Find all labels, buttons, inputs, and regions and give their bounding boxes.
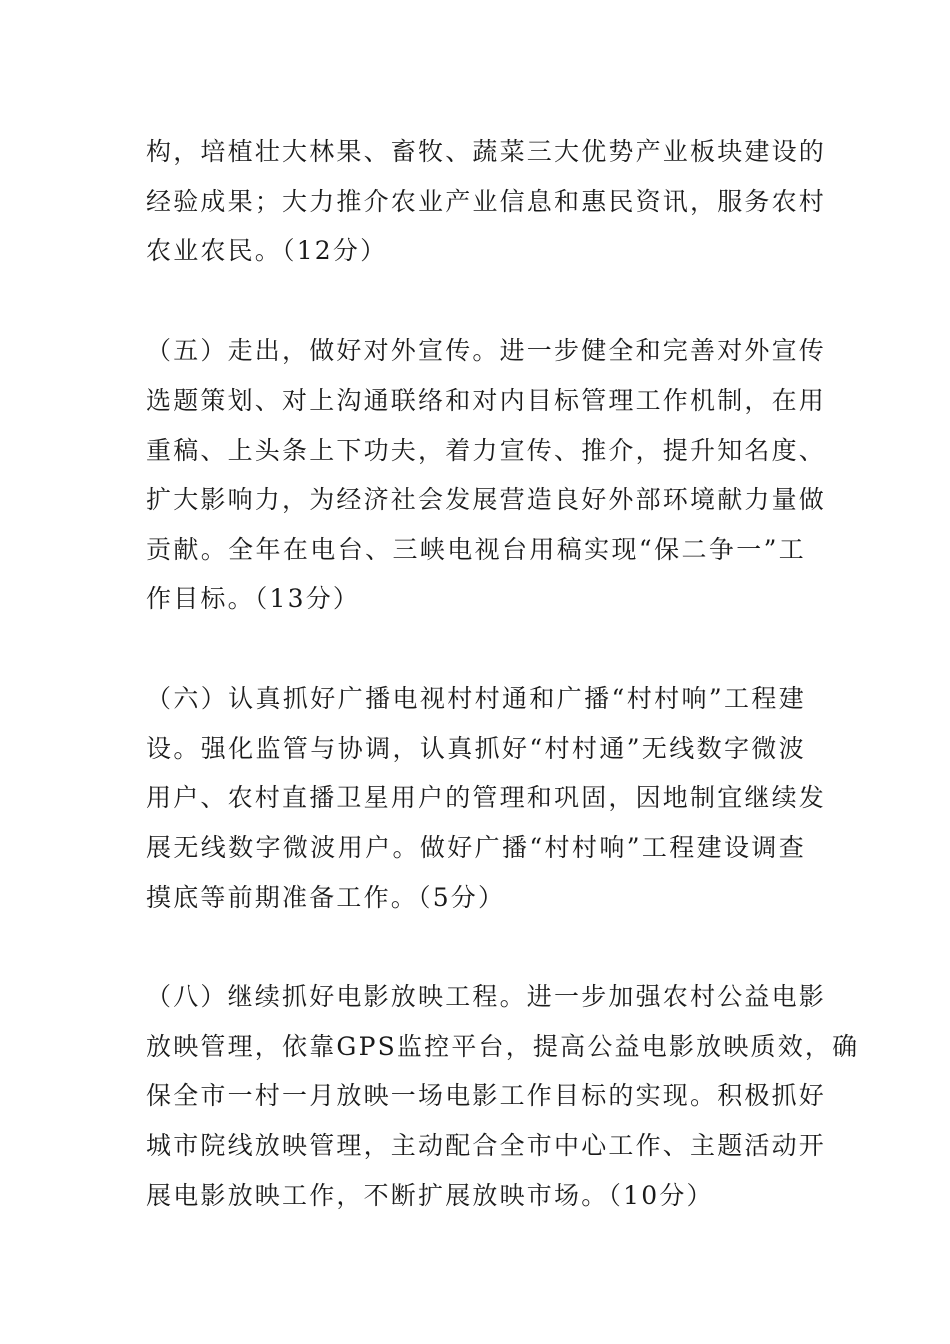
paragraph-line: 放映管理，依靠GPS监控平台，提高公益电影放映质效，确: [146, 1032, 860, 1061]
paragraph-line: 重稿、上头条上下功夫，着力宣传、推介，提升知名度、: [146, 436, 827, 465]
paragraph-line: 展电影放映工作，不断扩展放映市场。（10分）: [146, 1181, 714, 1210]
paragraph-line: （五）走出，做好对外宣传。进一步健全和完善对外宣传: [146, 336, 827, 365]
paragraph-line: 选题策划、对上沟通联络和对内目标管理工作机制，在用: [146, 386, 827, 415]
paragraph-line: 用户、农村直播卫星用户的管理和巩固，因地制宜继续发: [146, 783, 827, 812]
paragraph-line: 保全市一村一月放映一场电影工作目标的实现。积极抓好: [146, 1081, 827, 1110]
paragraph-line: 扩大影响力，为经济社会发展营造良好外部环境献力量做: [146, 485, 827, 514]
paragraph-line: 展无线数字微波用户。做好广播“村村响”工程建设调查: [146, 833, 806, 862]
paragraph-line: 城市院线放映管理，主动配合全市中心工作、主题活动开: [146, 1131, 827, 1160]
paragraph-line: 构，培植壮大林果、畜牧、蔬菜三大优势产业板块建设的: [146, 137, 827, 166]
paragraph-line: 经验成果；大力推介农业产业信息和惠民资讯，服务农村: [146, 187, 827, 216]
paragraph-line: 作目标。（13分）: [146, 584, 361, 613]
paragraph-line: 摸底等前期准备工作。（5分）: [146, 883, 506, 912]
paragraph-line: （六）认真抓好广播电视村村通和广播“村村响”工程建: [146, 684, 806, 713]
paragraph-line: 设。强化监管与协调，认真抓好“村村通”无线数字微波: [146, 734, 806, 763]
paragraph-line: 贡献。全年在电台、三峡电视台用稿实现“保二争一”工: [146, 535, 806, 564]
paragraph-line: 农业农民。（12分）: [146, 236, 388, 265]
paragraph-line: （八）继续抓好电影放映工程。进一步加强农村公益电影: [146, 982, 827, 1011]
